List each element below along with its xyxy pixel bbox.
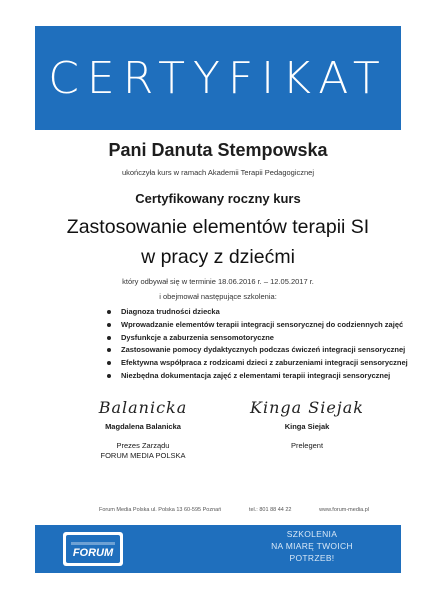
certificate-banner [35, 26, 401, 130]
completion-line: ukończyła kurs w ramach Akademii Terapii Pedagogicznej [121, 168, 315, 177]
topic-text: Dysfunkcje a zaburzenia sensomotoryczne [121, 332, 274, 342]
signer-role-line1: Prezes Zarządu [116, 441, 170, 450]
footer-contacts [97, 507, 371, 513]
signature-block-left [68, 398, 218, 461]
signer-name: Magdalena Balanicka [105, 422, 181, 431]
topic-text: Niezbędna dokumentacja zajęć z elementami terapii integracji sensorycznej [121, 370, 391, 380]
bullet-icon [107, 310, 111, 314]
course-type: Certyfikowany roczny kurs [135, 191, 301, 206]
recipient-name: Pani Danuta Stempowska [108, 140, 328, 160]
slogan-line1: SZKOLENIA [286, 529, 338, 539]
topic-text: Diagnoza trudności dziecka [121, 307, 220, 316]
bullet-icon [107, 361, 111, 365]
topic-item [105, 319, 425, 332]
forum-logo-text: FORUM [72, 547, 114, 559]
slogan-line2: NA MIARĘ TWOICH [271, 541, 353, 551]
bullet-icon [107, 374, 111, 378]
course-title-line2: w pracy z dziećmi [141, 246, 295, 268]
topic-item [105, 344, 425, 357]
topic-item [105, 357, 425, 370]
topic-text: Efektywna współpraca z rodzicami dzieci z zaburzeniami integracji sensorycznej [121, 358, 408, 368]
forum-logo-icon [62, 531, 124, 567]
signer-role-line1: Prelegent [290, 441, 324, 450]
signer-role-line2: FORUM MEDIA POLSKA [100, 451, 186, 460]
scope-intro: i obejmował następujące szkolenia: [159, 292, 277, 301]
signature-block-right [232, 398, 382, 451]
topic-item [105, 332, 425, 345]
footer-website: www.forum-media.pl [319, 507, 369, 513]
handwritten-signature: Kinga Siejak [250, 398, 364, 417]
bullet-icon [107, 336, 111, 340]
course-title-line1: Zastosowanie elementów terapii SI [66, 216, 370, 238]
topic-text: Zastosowanie pomocy dydaktycznych podczas ćwiczeń integracji sensorycznej [121, 345, 406, 355]
topic-item [105, 306, 425, 319]
signer-name: Kinga Siejak [284, 422, 330, 431]
slogan-line3: POTRZEB! [289, 553, 335, 563]
topic-list [105, 306, 425, 383]
footer-phone: tel.: 801 88 44 22 [248, 507, 292, 513]
signer-role [68, 441, 218, 461]
footer-address: Forum Media Polska ul. Polska 13 60-595 Poznań [99, 507, 222, 513]
certificate-title: CERTYFIKAT [48, 52, 388, 104]
bullet-icon [107, 348, 111, 352]
dates-line: który odbywał się w terminie 18.06.2016 r. – 12.05.2017 r. [122, 277, 314, 286]
bullet-icon [107, 323, 111, 327]
signer-role [232, 441, 382, 451]
handwritten-signature: Balanicka [98, 398, 188, 417]
topic-item [105, 370, 425, 383]
slogan [262, 528, 362, 564]
topic-text: Wprowadzanie elementów terapii integracji sensorycznej do codziennych zajęć [121, 319, 404, 329]
